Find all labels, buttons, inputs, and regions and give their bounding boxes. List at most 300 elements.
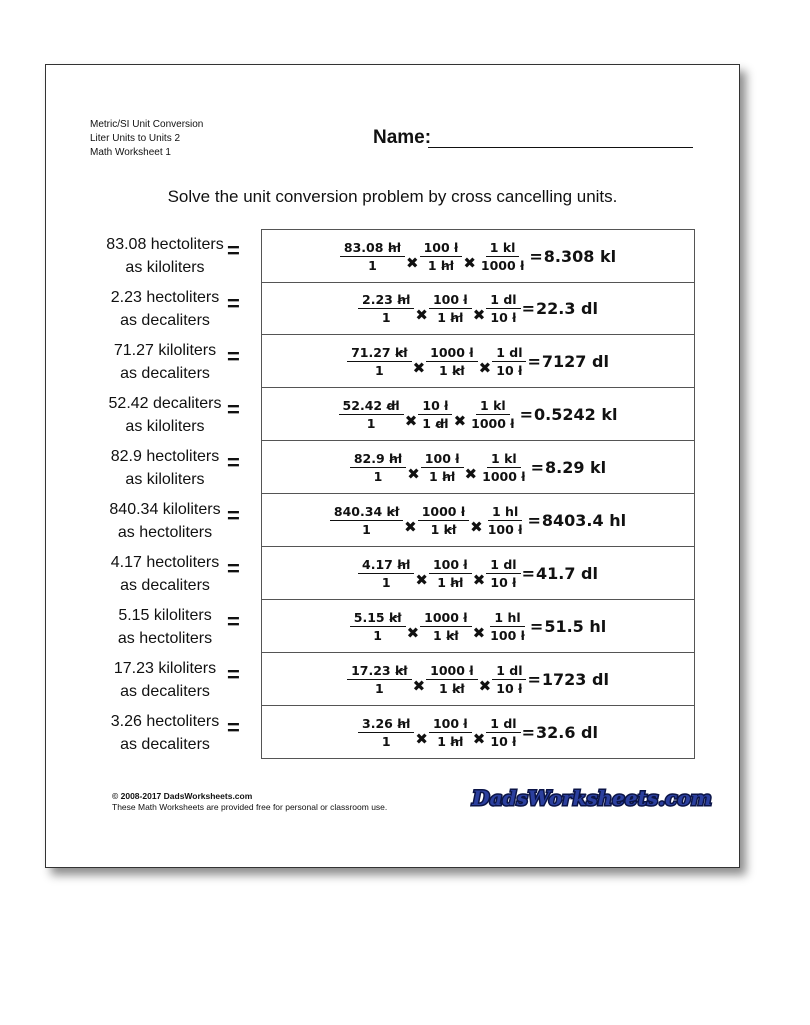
factor1-fraction-denominator [429, 627, 463, 644]
given-value: 2.23 [362, 291, 393, 307]
result-equals-sign: = [529, 246, 543, 266]
given-fraction [358, 291, 414, 326]
factor2-fraction-denominator [486, 574, 520, 591]
given-fraction-numerator [358, 715, 414, 733]
given-fraction [350, 450, 406, 485]
multiply-icon: ✖ [406, 254, 419, 272]
instructions: Solve the unit conversion problem by cross cancelling units. [167, 187, 618, 206]
prompt-quantity: 82.9 hectoliters [110, 447, 220, 465]
prompt-equals-sign: = [227, 397, 240, 422]
given-fraction-numerator [358, 556, 414, 574]
given-fraction-numerator [340, 239, 405, 257]
factor1-num-unit: l [463, 291, 468, 307]
given-unit: kl [386, 503, 400, 519]
factor1-fraction-numerator [429, 556, 472, 574]
answer: 8403.4 hl [541, 510, 627, 530]
given-denominator: 1 [373, 627, 382, 643]
given-unit: kl [394, 344, 408, 360]
factor2-num-value: 1 [494, 609, 504, 625]
conversion-work [261, 653, 695, 706]
given-fraction [347, 344, 412, 379]
given-fraction [350, 609, 406, 644]
factor1-num-value: 1000 [430, 662, 465, 678]
factor1-num-value: 100 [432, 715, 460, 731]
conversion-work [261, 229, 695, 283]
prompt-quantity: 83.08 hectoliters [106, 235, 224, 253]
factor2-fraction-numerator [492, 344, 526, 362]
given-denominator: 1 [373, 468, 383, 484]
multiply-icon: ✖ [407, 465, 420, 483]
given-fraction [340, 239, 405, 274]
factor2-den-unit: l [512, 574, 517, 590]
factor1-den-value: 1 [437, 574, 446, 590]
factor2-num-unit: kl [504, 450, 517, 466]
problem-prompt [90, 706, 240, 759]
factor1-fraction [418, 397, 452, 432]
factor2-num-value: 1 [491, 503, 501, 519]
given-fraction-numerator [339, 397, 404, 415]
factor1-num-unit: l [444, 397, 449, 413]
multiply-icon: ✖ [404, 518, 417, 536]
factor2-num-value: 1 [496, 344, 505, 360]
multiply-icon: ✖ [463, 254, 476, 272]
factor1-fraction-numerator [429, 291, 472, 309]
factor1-fraction-numerator [420, 239, 463, 257]
answer: 41.7 dl [536, 563, 598, 583]
prompt-quantity: 71.27 kiloliters [113, 341, 217, 359]
answer: 8.29 kl [544, 457, 607, 477]
result-equals-sign: = [527, 510, 541, 530]
factor1-fraction-denominator [433, 309, 467, 326]
given-fraction [358, 556, 414, 591]
factor1-den-value: 1 [429, 468, 438, 484]
given-fraction-denominator [363, 415, 380, 432]
factor2-num-unit: dl [503, 715, 517, 731]
factor1-den-unit: hl [442, 468, 456, 484]
factor2-fraction-numerator [486, 291, 520, 309]
factor2-fraction-numerator [487, 450, 521, 468]
factor2-den-unit: l [512, 733, 517, 749]
copyright: © 2008-2017 DadsWorksheets.com [112, 791, 253, 801]
answer: 51.5 hl [544, 616, 607, 636]
problem-prompt [90, 441, 240, 494]
factor1-fraction-denominator [424, 257, 458, 274]
factor2-num-value: 1 [490, 291, 499, 307]
result-equals-sign: = [521, 298, 535, 318]
conversion-work [261, 282, 695, 335]
given-unit: hl [397, 291, 411, 307]
prompt-equals-sign: = [227, 344, 240, 369]
conversion-work [261, 441, 695, 494]
factor2-fraction [492, 662, 526, 697]
given-value: 52.42 [342, 397, 383, 413]
prompt-quantity: 5.15 kiloliters [118, 606, 212, 624]
factor1-den-unit: dl [435, 415, 449, 431]
prompt-target-unit: as decaliters [120, 735, 210, 753]
factor1-fraction-numerator [420, 609, 471, 627]
given-unit: hl [397, 556, 411, 572]
factor1-fraction-denominator [435, 680, 469, 697]
given-denominator: 1 [366, 415, 376, 431]
factor2-fraction [478, 450, 529, 485]
problem-row [90, 441, 695, 494]
factor1-den-value: 1 [439, 680, 448, 696]
given-value: 82.9 [353, 450, 385, 466]
factor2-fraction-numerator [490, 609, 524, 627]
factor2-num-value: 1 [490, 715, 499, 731]
factor1-num-value: 10 [422, 397, 440, 413]
factor2-num-unit: hl [507, 609, 521, 625]
multiply-icon: ✖ [472, 624, 486, 642]
factor2-fraction-denominator [486, 309, 520, 326]
prompt-equals-sign: = [227, 609, 240, 634]
factor1-fraction [426, 344, 477, 379]
given-fraction-denominator [378, 574, 395, 591]
dadsworksheets-logo[interactable] [472, 781, 712, 815]
factor1-fraction-numerator [429, 715, 472, 733]
factor1-den-value: 1 [437, 309, 446, 325]
worksheet-category: Metric/SI Unit Conversion [90, 119, 204, 130]
given-fraction-numerator [358, 291, 414, 309]
factor1-fraction [426, 662, 477, 697]
factor1-num-value: 1000 [430, 344, 465, 360]
prompt-target-unit: as hectoliters [117, 523, 213, 541]
conversion-work [261, 335, 695, 388]
result-equals-sign: = [521, 563, 535, 583]
given-denominator: 1 [381, 733, 391, 749]
factor2-fraction-denominator [492, 680, 526, 697]
problem-prompt [90, 600, 240, 653]
given-denominator: 1 [362, 521, 371, 537]
prompt-target-unit: as decaliters [120, 311, 210, 329]
factor2-fraction-numerator [486, 715, 520, 733]
factor2-fraction [477, 239, 528, 274]
factor2-fraction-numerator [492, 662, 526, 680]
factor1-den-value: 1 [437, 733, 446, 749]
factor1-num-unit: l [463, 609, 468, 625]
factor2-fraction [484, 503, 527, 538]
problem-row [90, 388, 695, 441]
conversion-work [261, 547, 695, 600]
factor2-den-unit: l [520, 257, 525, 273]
factor1-fraction [420, 609, 471, 644]
given-value: 17.23 [351, 662, 391, 678]
given-fraction-denominator [358, 521, 375, 538]
prompt-target-unit: as kiloliters [125, 470, 205, 488]
prompt-quantity: 3.26 hectoliters [110, 712, 220, 730]
factor2-num-unit: kl [493, 397, 506, 413]
problem-prompt [90, 388, 240, 441]
factor2-fraction-denominator [486, 733, 520, 750]
prompt-equals-sign: = [227, 662, 240, 687]
factor2-num-unit: dl [509, 662, 523, 678]
usage-notice: These Math Worksheets are provided free for personal or classroom use. [112, 802, 388, 812]
prompt-equals-sign: = [227, 715, 240, 740]
multiply-icon: ✖ [415, 306, 428, 324]
given-value: 840.34 [333, 503, 383, 519]
given-fraction [358, 715, 414, 750]
factor2-fraction [486, 556, 520, 591]
prompt-equals-sign: = [227, 503, 240, 528]
factor2-den-value: 10 [496, 680, 514, 696]
answer: 7127 dl [541, 351, 609, 371]
name-label: Name: [373, 127, 432, 148]
factor2-fraction-denominator [486, 627, 529, 644]
factor1-fraction-denominator [433, 733, 467, 750]
factor1-fraction-denominator [427, 521, 461, 538]
factor1-num-unit: l [455, 450, 460, 466]
given-fraction-denominator [364, 257, 381, 274]
factor1-fraction-numerator [418, 503, 469, 521]
given-fraction-numerator [350, 609, 406, 627]
worksheet-page [45, 64, 740, 868]
given-value: 4.17 [362, 556, 393, 572]
problem-row [90, 494, 695, 547]
result-equals-sign: = [530, 457, 544, 477]
factor2-num-value: 1 [489, 239, 499, 255]
answer: 22.3 dl [536, 298, 598, 318]
problem-prompt [90, 547, 240, 600]
factor1-num-unit: l [463, 556, 468, 572]
prompt-quantity: 52.42 decaliters [108, 394, 222, 412]
factor2-fraction-numerator [476, 397, 510, 415]
factor1-den-value: 1 [430, 521, 440, 537]
factor2-num-unit: dl [503, 291, 517, 307]
prompt-target-unit: as decaliters [120, 364, 210, 382]
multiply-icon: ✖ [412, 677, 426, 695]
given-fraction-denominator [378, 733, 395, 750]
given-denominator: 1 [381, 309, 391, 325]
factor2-num-unit: dl [509, 344, 523, 360]
problem-prompt [90, 229, 240, 282]
answer: 32.6 dl [536, 722, 598, 742]
worksheet-number: Math Worksheet 1 [90, 147, 171, 158]
factor2-den-value: 10 [490, 309, 508, 325]
factor1-num-value: 100 [432, 556, 460, 572]
multiply-icon: ✖ [415, 571, 428, 589]
problem-row [90, 335, 695, 388]
factor1-den-value: 1 [439, 362, 448, 378]
factor1-fraction-denominator [433, 574, 467, 591]
given-unit: hl [387, 239, 401, 255]
given-unit: kl [394, 662, 408, 678]
given-fraction-denominator [369, 627, 386, 644]
factor1-num-unit: l [463, 715, 468, 731]
factor1-fraction [420, 239, 463, 274]
factor2-num-value: 1 [496, 662, 505, 678]
given-fraction [339, 397, 404, 432]
factor2-den-value: 10 [490, 574, 508, 590]
answer: 0.5242 kl [534, 404, 618, 424]
logo-wordmark: DadsWorksheets.com [472, 786, 712, 810]
given-unit: hl [389, 450, 403, 466]
multiply-icon: ✖ [478, 677, 492, 695]
multiply-icon: ✖ [472, 306, 486, 324]
factor1-fraction-denominator [425, 468, 459, 485]
given-denominator: 1 [381, 574, 391, 590]
factor1-den-value: 1 [433, 627, 442, 643]
prompt-target-unit: as kiloliters [125, 417, 205, 435]
factor2-den-unit: l [520, 627, 525, 643]
factor2-fraction [492, 344, 526, 379]
worksheet-topic: Liter Units to Units 2 [90, 133, 181, 144]
prompt-quantity: 4.17 hectoliters [110, 553, 220, 571]
factor1-den-unit: hl [450, 309, 464, 325]
prompt-target-unit: as kiloliters [125, 258, 205, 276]
factor2-fraction [486, 715, 520, 750]
factor1-num-unit: l [460, 503, 466, 519]
factor2-den-unit: l [518, 521, 523, 537]
factor1-den-value: 1 [427, 257, 437, 273]
prompt-target-unit: as decaliters [120, 576, 210, 594]
factor2-den-unit: l [512, 309, 517, 325]
factor1-den-unit: hl [450, 733, 464, 749]
factor1-fraction [418, 503, 469, 538]
factor2-fraction-numerator [488, 503, 522, 521]
factor2-den-value: 10 [490, 733, 508, 749]
given-denominator: 1 [374, 362, 384, 378]
factor1-fraction-denominator [435, 362, 469, 379]
problem-prompt [90, 335, 240, 388]
problem-prompt [90, 282, 240, 335]
given-fraction-numerator [350, 450, 406, 468]
factor1-fraction [429, 291, 472, 326]
prompt-quantity: 840.34 kiloliters [109, 500, 221, 518]
given-fraction-denominator [378, 309, 395, 326]
result-equals-sign: = [529, 616, 544, 636]
given-value: 5.15 [353, 609, 385, 625]
factor2-fraction-denominator [477, 257, 528, 274]
factor1-num-value: 100 [423, 239, 450, 255]
given-fraction-numerator [330, 503, 403, 521]
given-denominator: 1 [374, 680, 384, 696]
factor2-fraction-numerator [486, 239, 520, 257]
problem-row [90, 600, 695, 653]
given-unit: hl [397, 715, 411, 731]
problem-row [90, 229, 695, 282]
conversion-work [261, 494, 695, 547]
given-value: 3.26 [362, 715, 393, 731]
given-value: 83.08 [343, 239, 384, 255]
factor2-fraction-denominator [492, 362, 526, 379]
answer: 1723 dl [541, 669, 609, 689]
multiply-icon: ✖ [406, 624, 420, 642]
prompt-equals-sign: = [227, 238, 240, 263]
factor2-fraction-denominator [478, 468, 529, 485]
multiply-icon: ✖ [404, 412, 418, 430]
factor1-num-unit: l [469, 662, 474, 678]
factor2-den-value: 100 [487, 521, 514, 537]
factor1-num-value: 100 [424, 450, 451, 466]
factor1-den-unit: kl [452, 362, 465, 378]
prompt-quantity: 2.23 hectoliters [110, 288, 220, 306]
logo-image [472, 781, 712, 815]
multiply-icon: ✖ [415, 730, 428, 748]
problem-prompt [90, 494, 240, 547]
prompt-quantity: 17.23 kiloliters [113, 659, 217, 677]
given-unit: kl [388, 609, 402, 625]
factor1-den-unit: hl [440, 257, 455, 273]
factor2-den-value: 1000 [480, 257, 516, 273]
result-equals-sign: = [519, 404, 533, 424]
factor2-den-unit: l [518, 362, 523, 378]
given-fraction-numerator [347, 662, 412, 680]
prompt-equals-sign: = [227, 291, 240, 316]
given-fraction-denominator [370, 468, 387, 485]
conversion-work [261, 388, 695, 441]
factor1-fraction [429, 556, 472, 591]
factor2-fraction [486, 291, 520, 326]
name-field-line[interactable] [428, 147, 693, 148]
factor2-den-value: 100 [490, 627, 517, 643]
multiply-icon: ✖ [472, 571, 486, 589]
problem-row [90, 282, 695, 335]
factor1-fraction [429, 715, 472, 750]
result-equals-sign: = [527, 669, 541, 689]
factor1-den-unit: kl [443, 521, 457, 537]
factor1-fraction-numerator [418, 397, 452, 415]
factor2-num-unit: kl [502, 239, 516, 255]
answer: 8.308 kl [543, 246, 617, 266]
given-fraction [347, 662, 412, 697]
given-fraction-numerator [347, 344, 412, 362]
result-equals-sign: = [527, 351, 541, 371]
multiply-icon: ✖ [412, 359, 426, 377]
factor1-fraction-numerator [426, 344, 477, 362]
factor2-fraction [467, 397, 518, 432]
factor1-num-unit: l [454, 239, 459, 255]
given-fraction-denominator [371, 362, 388, 379]
prompt-equals-sign: = [227, 450, 240, 475]
factor2-num-unit: hl [505, 503, 519, 519]
multiply-icon: ✖ [464, 465, 478, 483]
problem-row [90, 653, 695, 706]
factor2-num-unit: dl [503, 556, 517, 572]
factor1-fraction-numerator [421, 450, 464, 468]
multiply-icon: ✖ [453, 412, 467, 430]
factor1-den-value: 1 [422, 415, 431, 431]
problem-row [90, 706, 695, 759]
prompt-equals-sign: = [227, 556, 240, 581]
factor2-num-value: 1 [491, 450, 500, 466]
factor2-den-value: 1000 [471, 415, 506, 431]
prompt-target-unit: as decaliters [120, 682, 210, 700]
factor2-fraction-denominator [467, 415, 518, 432]
multiply-icon: ✖ [472, 730, 486, 748]
factor1-num-value: 1000 [424, 609, 459, 625]
multiply-icon: ✖ [470, 518, 483, 536]
given-fraction [330, 503, 403, 538]
factor1-den-unit: kl [452, 680, 465, 696]
factor1-num-value: 1000 [421, 503, 457, 519]
result-equals-sign: = [521, 722, 535, 742]
factor1-fraction [421, 450, 464, 485]
factor2-fraction-numerator [486, 556, 520, 574]
given-fraction-denominator [371, 680, 388, 697]
factor2-num-value: 1 [490, 556, 499, 572]
problem-prompt [90, 653, 240, 706]
factor2-den-value: 10 [496, 362, 514, 378]
factor2-den-value: 1000 [482, 468, 517, 484]
problem-row [90, 547, 695, 600]
conversion-work [261, 600, 695, 653]
factor2-num-value: 1 [480, 397, 489, 413]
factor2-fraction-denominator [484, 521, 527, 538]
factor2-den-unit: l [518, 680, 523, 696]
factor1-fraction-denominator [418, 415, 452, 432]
factor1-den-unit: kl [446, 627, 459, 643]
prompt-target-unit: as hectoliters [117, 629, 213, 647]
